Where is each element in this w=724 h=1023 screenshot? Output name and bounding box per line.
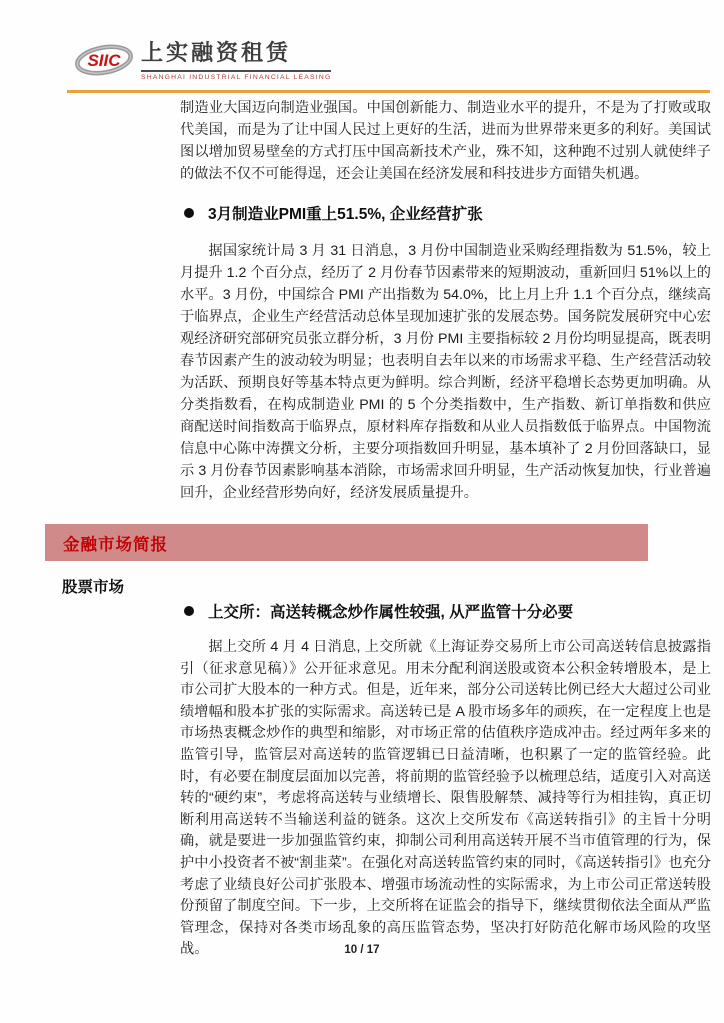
section-heading-pmi-text: 3月制造业PMI重上51.5%, 企业经营扩张 [208,206,483,223]
subsection-title-stock-market: 股票市场 [62,579,125,596]
company-name-en: SHANGHAI INDUSTRIAL FINANCIAL LEASING [141,74,332,81]
pmi-paragraph: 据国家统计局 3 月 31 日消息，3 月份中国制造业采购经理指数为 51.5%，较上月提升 1.2 个百分点，经历了 2 月份春节因素带来的短期波动，重新回归 51%以上的水平。3 月份，中国综合 PMI 产出指数为 54.0%，比上月上升 1.1 个百分点，继续高于临界点，企业生产经营活动总体呈现加速扩张的发展态势。国务院发展研究中心宏观经济研究部研究员张立群分析，3 月份 PMI 主要指标较 2 月份均明显提高，既表明春节因素产生的波动较为明显；也表明自去年以来的市场需求平稳、生产经营活动较为活跃、预期良好等基本特点更为鲜明。综合判断，经济平稳增长态势更加明确。从分类指数看，在构成制造业 PMI 的 5 个分类指数中，生产指数、新订单指数和供应商配送时间指数高于临界点，原材料库存指数和从业人员指数低于临界点。中国物流信息中心陈中涛撰文分析，主要分项指数回升明显，基本填补了 2 月份回落缺口，显示 3 月份春节因素影响基本消除，市场需求回升明显，生产活动恢复加快，行业普遍回升，企业经营形势向好，经济发展质量提升。 [180,243,711,501]
company-name-cn: 上实融资租赁 [141,36,331,72]
company-name-block [141,36,331,81]
sse-paragraph: 据上交所 4 月 4 日消息, 上交所就《上海证券交易所上市公司高送转信息披露指引（征求意见稿）》公开征求意见。用未分配利润送股或资本公积金转增股本，是上市公司扩大股本的一种方式。但是，近年来，部分公司送转比例已经大大超过公司业绩增幅和股本扩张的实际需求。高送转已是 A 股市场多年的顽疾，在一定程度上也是市场热衷概念炒作的典型和缩影，对市场正常的估值秩序造成冲击。经过两年多来的监管引导，监管层对高送转的监管逻辑已日益清晰，也积累了一定的监管经验。此时，有必要在制度层面加以完善，将前期的监管经验予以梳理总结，适度引入对高送转的“硬约束”，考虑将高送转与业绩增长、限售股解禁、减持等行为相挂钩，真正切断利用高送转不当输送利益的链条。这次上交所发布《高送转指引》的主旨十分明确，就是要进一步加强监管约束，抑制公司利用高送转开展不当市值管理的行为，保护中小投资者不被“割韭菜”。在强化对高送转监管约束的同时，《高送转指引》也充分考虑了业绩良好公司扩张股本、增强市场流动性的实际需求，为上市公司正常送转股份预留了制度空间。下一步，上交所将在证监会的指导下，继续贯彻依法全面从严监管理念，保持对各类市场乱象的高压监管态势，坚决打好防范化解市场风险的攻坚战。 [180,639,711,958]
financial-market-banner [45,524,648,561]
bullet-icon [184,208,194,218]
siic-logo-text: SIIC [87,51,121,70]
section-heading-sse [184,600,573,622]
company-logo [74,36,331,82]
section-heading-pmi [184,202,483,224]
header-divider [67,90,710,93]
bullet-icon [184,606,194,616]
siic-logo-icon [74,36,134,82]
section-heading-sse-text: 上交所：高送转概念炒作属性较强, 从严监管十分必要 [208,604,574,621]
banner-title: 金融市场简报 [63,535,168,554]
page-number: 10 / 17 [344,944,380,956]
intro-paragraph: 制造业大国迈向制造业强国。中国创新能力、制造业水平的提升，不是为了打败或取代美国，而是为了让中国人民过上更好的生活，进而为世界带来更多的利好。美国试图以增加贸易壁垒的方式打压中国高新技术产业，殊不知，这种跑不过别人就使绊子的做法不仅不可能得逞，还会让美国在经济发展和科技进步方面错失机遇。 [180,100,711,182]
